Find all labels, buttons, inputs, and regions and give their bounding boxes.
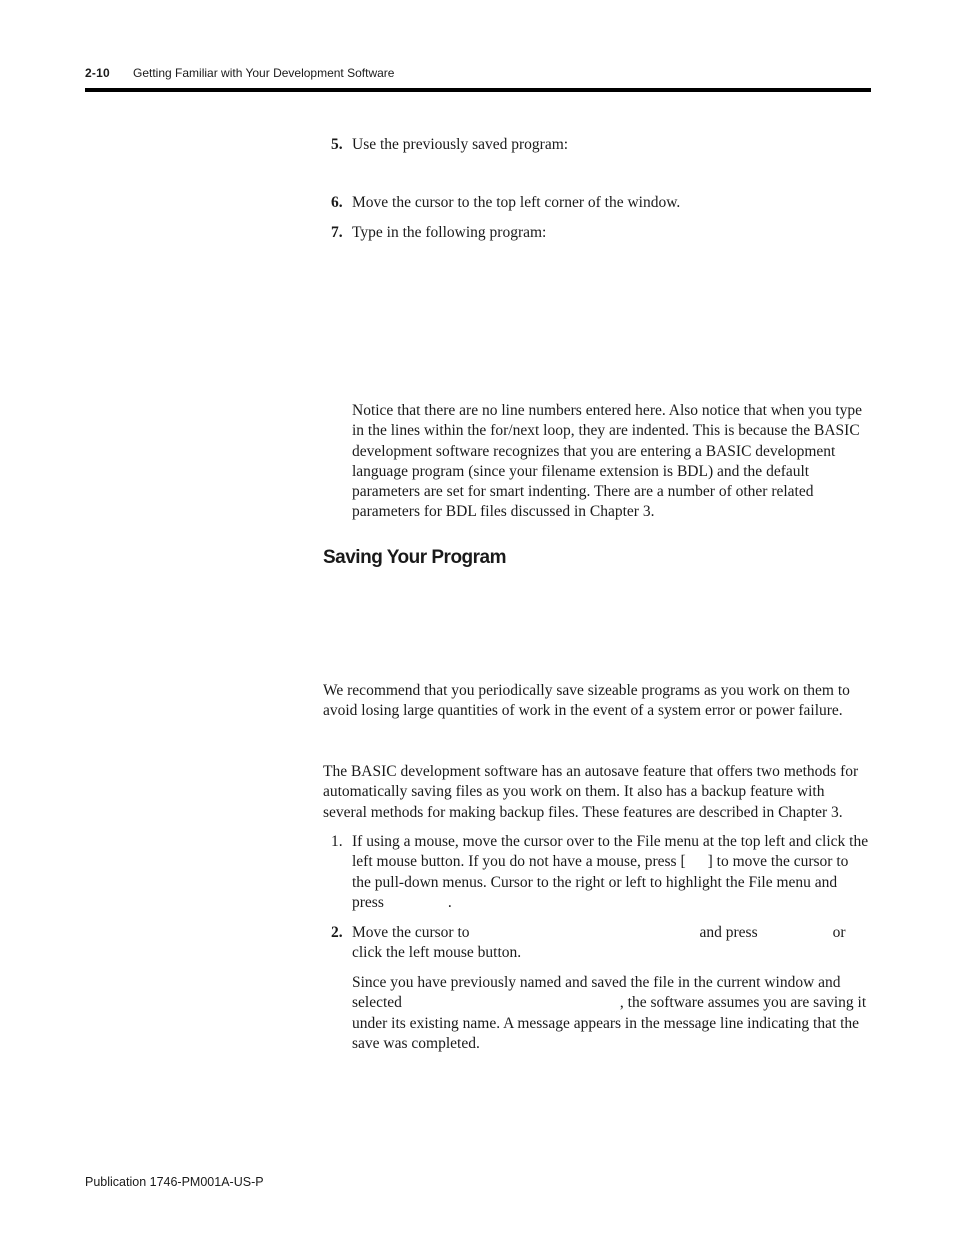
step2-text-a: Move the cursor to: [352, 924, 470, 941]
step1-text-b: ] to move the cursor to the pull-down menus. Cursor to the right or left to highlight the File menu and press: [352, 853, 849, 911]
step-7: [331, 223, 871, 243]
header-rule: [85, 88, 871, 92]
footer-publication: Publication 1746-PM001A-US-P: [85, 1175, 264, 1189]
step1-text-a: If using a mouse, move the cursor over to the File menu at the top left and click the left mouse button. If you do not have a mouse, press [: [352, 833, 869, 871]
step-number: 5.: [331, 136, 343, 153]
step2-text-c: or click the left mouse button.: [352, 924, 846, 962]
since-text-a: Since you have previously named and saved the file in the current window and selected: [352, 974, 841, 1012]
section-heading: Saving Your Program: [323, 547, 507, 568]
step-text: Move the cursor to the top left corner of the window.: [352, 194, 681, 211]
step-number: 1.: [331, 833, 343, 850]
step-number: 2.: [331, 924, 343, 941]
since-text-b: , the software assumes you are saving it under its existing name. A message appears in the message line indicating that the save was completed.: [352, 994, 867, 1052]
step1-text-c: .: [447, 893, 452, 911]
step-6: [331, 193, 871, 213]
step-text: [352, 923, 870, 964]
step-number: 7.: [331, 224, 343, 241]
since-paragraph: [352, 973, 872, 1054]
page-number: 2-10: [85, 66, 110, 80]
step-text: Use the previously saved program:: [352, 136, 569, 153]
autosave-paragraph: The BASIC development software has an autosave feature that offers two methods for automatically saving files as you work on them. It also has a backup feature with several methods for making backup files. These features are described in Chapter 3.: [323, 763, 859, 821]
step-number: 6.: [331, 194, 343, 211]
step-text: Type in the following program:: [352, 224, 547, 241]
step-text: [352, 832, 870, 913]
recommend-paragraph: We recommend that you periodically save sizeable programs as you work on them to avoid losing large quantities of work in the event of a system error or power failure.: [323, 682, 850, 720]
step-2: [331, 923, 871, 964]
notice-paragraph: Notice that there are no line numbers entered here. Also notice that when you type in the lines within the for/next loop, they are indented. This is because the BASIC development software recognizes that you are entering a BASIC development language program (since your filename extension is BDL) and the default parameters are set for smart indenting. There are a number of other related parameters for BDL files discussed in Chapter 3.: [352, 402, 863, 521]
step-1: [331, 832, 871, 913]
step2-text-b: and press: [699, 924, 758, 941]
step-5: [331, 135, 871, 155]
chapter-title: Getting Familiar with Your Development Software: [133, 66, 395, 80]
